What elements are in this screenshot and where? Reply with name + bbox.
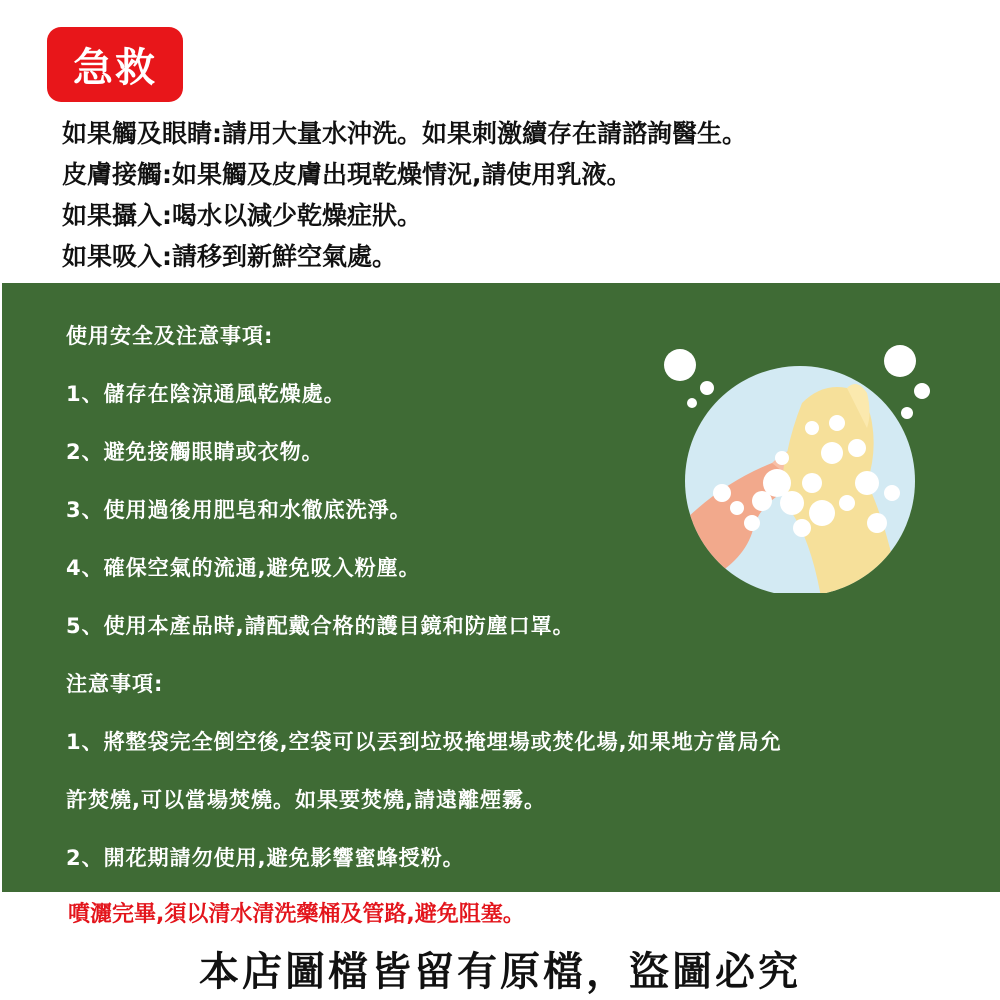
first-aid-line: 如果吸入:請移到新鮮空氣處。: [62, 242, 397, 271]
hand-washing-icon: [662, 333, 932, 593]
first-aid-badge: [47, 27, 183, 102]
safety-line: 5、使用本產品時,請配戴合格的護目鏡和防塵口罩。: [66, 614, 575, 638]
safety-line: 2、避免接觸眼睛或衣物。: [66, 440, 324, 464]
safety-line: 4、確保空氣的流通,避免吸入粉塵。: [66, 556, 421, 580]
first-aid-badge-label: 急救: [73, 45, 157, 91]
caution-heading: 注意事項:: [66, 672, 164, 696]
copyright-notice: 本店圖檔皆留有原檔，盜圖必究: [199, 949, 801, 995]
rinse-warning: 噴灑完畢,須以清水清洗藥桶及管路,避免阻塞。: [68, 902, 525, 927]
safety-heading: 使用安全及注意事項:: [66, 324, 274, 348]
first-aid-line: 如果觸及眼睛:請用大量水沖洗。如果刺激續存在請諮詢醫生。: [62, 119, 748, 148]
first-aid-line: 皮膚接觸:如果觸及皮膚出現乾燥情況,請使用乳液。: [62, 160, 632, 189]
first-aid-line: 如果攝入:喝水以減少乾燥症狀。: [62, 201, 422, 230]
caution-line: 許焚燒,可以當場焚燒。如果要焚燒,請遠離煙霧。: [66, 788, 546, 812]
safety-panel: [2, 283, 1000, 892]
caution-line: 2、開花期請勿使用,避免影響蜜蜂授粉。: [66, 846, 465, 870]
first-aid-instructions: [62, 113, 747, 277]
caution-line: 1、將整袋完全倒空後,空袋可以丟到垃圾掩埋場或焚化場,如果地方當局允: [66, 730, 782, 754]
safety-line: 3、使用過後用肥皂和水徹底洗淨。: [66, 498, 412, 522]
safety-line: 1、儲存在陰涼通風乾燥處。: [66, 382, 346, 406]
